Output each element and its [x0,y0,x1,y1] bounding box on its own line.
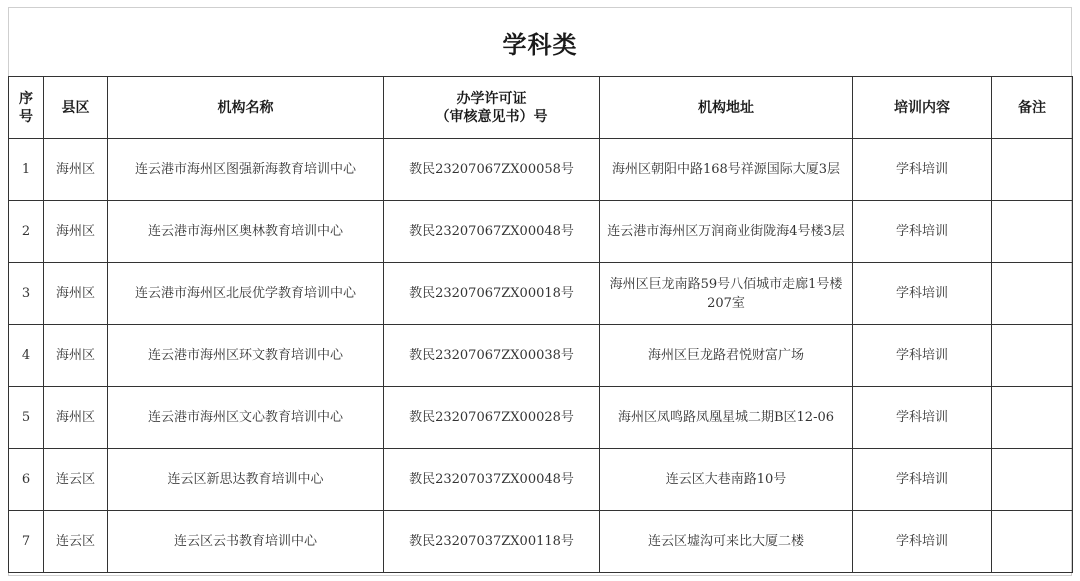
cell-address: 海州区巨龙路君悦财富广场 [600,325,853,387]
table-row [9,387,1073,449]
cell-address: 连云区大巷南路10号 [600,449,853,511]
cell-license: 教民23207067ZX00018号 [384,263,600,325]
table-row [9,325,1073,387]
cell-license: 教民23207037ZX00048号 [384,449,600,511]
cell-address: 海州区凤鸣路凤凰星城二期B区12-06 [600,387,853,449]
cell-county: 连云区 [44,449,108,511]
cell-content: 学科培训 [853,449,992,511]
cell-remark [992,449,1073,511]
cell-county: 海州区 [44,201,108,263]
cell-remark [992,325,1073,387]
cell-name: 连云区新思达教育培训中心 [108,449,384,511]
cell-county: 海州区 [44,325,108,387]
cell-name: 连云区云书教育培训中心 [108,511,384,573]
cell-name: 连云港市海州区奥林教育培训中心 [108,201,384,263]
cell-remark [992,387,1073,449]
table-header-row [9,77,1073,139]
cell-name: 连云港市海州区文心教育培训中心 [108,387,384,449]
cell-name: 连云港市海州区环文教育培训中心 [108,325,384,387]
header-name: 机构名称 [108,77,384,139]
cell-index: 6 [9,449,44,511]
cell-index: 2 [9,201,44,263]
cell-license: 教民23207067ZX00038号 [384,325,600,387]
cell-name: 连云港市海州区北辰优学教育培训中心 [108,263,384,325]
cell-county: 海州区 [44,139,108,201]
header-content: 培训内容 [853,77,992,139]
cell-content: 学科培训 [853,387,992,449]
cell-index: 3 [9,263,44,325]
institution-table [8,76,1073,573]
cell-address: 连云港市海州区万润商业街陇海4号楼3层 [600,201,853,263]
cell-county: 海州区 [44,387,108,449]
header-license-line1: 办学许可证 [456,90,527,107]
cell-remark [992,263,1073,325]
cell-index: 5 [9,387,44,449]
cell-license: 教民23207067ZX00028号 [384,387,600,449]
table-row [9,449,1073,511]
table-row [9,263,1073,325]
cell-address: 海州区巨龙南路59号八佰城市走廊1号楼207室 [600,263,853,325]
cell-index: 7 [9,511,44,573]
cell-remark [992,201,1073,263]
cell-content: 学科培训 [853,139,992,201]
cell-content: 学科培训 [853,201,992,263]
header-remark: 备注 [992,77,1073,139]
cell-remark [992,511,1073,573]
cell-county: 连云区 [44,511,108,573]
page-title: 学科类 [502,30,578,59]
table-row [9,201,1073,263]
header-address: 机构地址 [600,77,853,139]
header-license [384,77,600,139]
table-row [9,139,1073,201]
header-license-line2: （审核意见书）号 [435,108,548,125]
cell-name: 连云港市海州区图强新海教育培训中心 [108,139,384,201]
cell-address: 连云区墟沟可来比大厦二楼 [600,511,853,573]
cell-content: 学科培训 [853,263,992,325]
cell-remark [992,139,1073,201]
cell-county: 海州区 [44,263,108,325]
header-county: 县区 [44,77,108,139]
cell-index: 1 [9,139,44,201]
cell-license: 教民23207067ZX00058号 [384,139,600,201]
cell-license: 教民23207067ZX00048号 [384,201,600,263]
header-index: 序号 [9,77,44,139]
cell-index: 4 [9,325,44,387]
table-row [9,511,1073,573]
cell-content: 学科培训 [853,511,992,573]
cell-content: 学科培训 [853,325,992,387]
cell-address: 海州区朝阳中路168号祥源国际大厦3层 [600,139,853,201]
cell-license: 教民23207037ZX00118号 [384,511,600,573]
